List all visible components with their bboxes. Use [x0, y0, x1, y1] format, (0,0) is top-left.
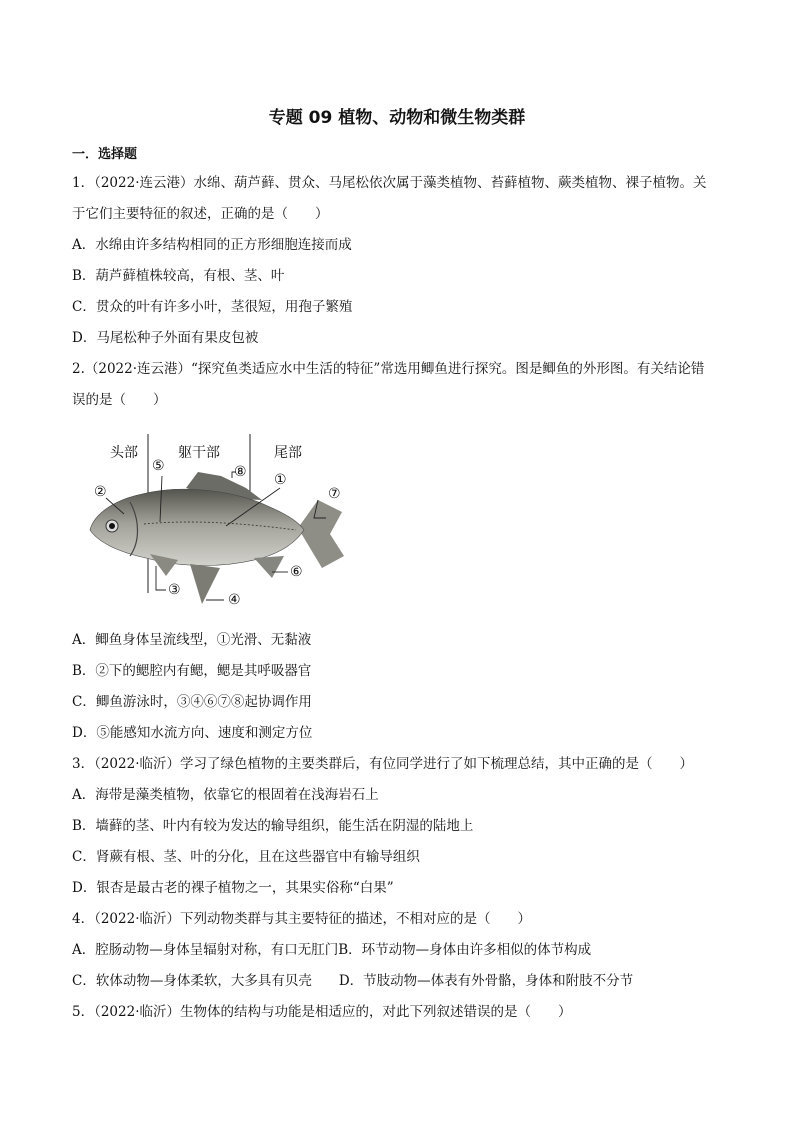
anal-fin [254, 556, 284, 578]
marker-7: ⑦ [328, 486, 341, 502]
q2-stem-line-2: 误的是（ ） [72, 392, 167, 408]
tail-fin [298, 500, 344, 568]
q2-stem-line-1: 2.（2022·连云港）“探究鱼类适应水中生活的特征”常选用鲫鱼进行探究。图是鲫鱼的外形图。有关结论错 [72, 361, 705, 377]
q3-option-a: A．海带是藻类植物，依靠它的根固着在浅海岩石上 [72, 787, 379, 803]
q2-option-c: C．鲫鱼游泳时，③④⑥⑦⑧起协调作用 [72, 694, 312, 710]
q1-stem-line-2: 于它们主要特征的叙述，正确的是（ ） [72, 206, 329, 222]
q1-stem-line-1: 1．（2022·连云港）水绵、葫芦藓、贯众、马尾松依次属于藻类植物、苔藓植物、蕨类植物、裸子植物。关 [72, 175, 707, 191]
marker-2: ② [94, 484, 107, 500]
page-title: 专题 09 植物、动物和微生物类群 [268, 108, 526, 128]
q2-option-d: D．⑤能感知水流方向、速度和测定方位 [72, 725, 313, 741]
q1-option-c: C．贯众的叶有许多小叶，茎很短，用孢子繁殖 [72, 299, 353, 315]
q3-option-d: D．银杏是最古老的裸子植物之一，其果实俗称“白果” [72, 880, 394, 896]
q1-option-d: D．马尾松种子外面有果皮包被 [72, 330, 259, 346]
q3-stem: 3．（2022·临沂）学习了绿色植物的主要类群后，有位同学进行了如下梳理总结，其中正确的是（ ） [72, 756, 693, 772]
label-head: 头部 [110, 445, 138, 461]
q5-stem: 5．（2022·临沂）生物体的结构与功能是相适应的，对此下列叙述错误的是（ ） [72, 1004, 572, 1020]
fish-pupil [109, 523, 115, 529]
pelvic-fin [190, 564, 220, 604]
q1-option-a: A．水绵由许多结构相同的正方形细胞连接而成 [72, 237, 352, 253]
q4-options-ab: A．腔肠动物—身体呈辐射对称，有口无肛门B．环节动物—身体由许多相似的体节构成 [72, 942, 592, 958]
label-trunk: 躯干部 [178, 445, 220, 461]
q3-option-c: C．肾蕨有根、茎、叶的分化，且在这些器官中有输导组织 [72, 849, 420, 865]
fish-figure [86, 428, 376, 613]
marker-8: ⑧ [234, 464, 247, 480]
q1-option-b: B．葫芦藓植株较高，有根、茎、叶 [72, 268, 285, 284]
q2-option-a: A．鲫鱼身体呈流线型，①光滑、无黏液 [72, 632, 312, 648]
q4-stem: 4．（2022·临沂）下列动物类群与其主要特征的描述，不相对应的是（ ） [72, 911, 531, 927]
section-heading: 一．选择题 [72, 147, 138, 162]
q4-options-cd: C．软体动物—身体柔软，大多具有贝壳 D．节肢动物—体表有外骨骼，身体和附肢不分节 [72, 973, 634, 989]
q3-option-b: B．墙藓的茎、叶内有较为发达的输导组织，能生活在阴湿的陆地上 [72, 818, 474, 834]
marker-5: ⑤ [152, 458, 165, 474]
marker-3: ③ [168, 582, 181, 598]
q2-option-b: B．②下的鳃腔内有鳃，鳃是其呼吸器官 [72, 663, 312, 679]
label-tail: 尾部 [274, 445, 302, 461]
marker-4: ④ [228, 592, 241, 608]
marker-6: ⑥ [290, 564, 303, 580]
marker-1: ① [274, 472, 287, 488]
